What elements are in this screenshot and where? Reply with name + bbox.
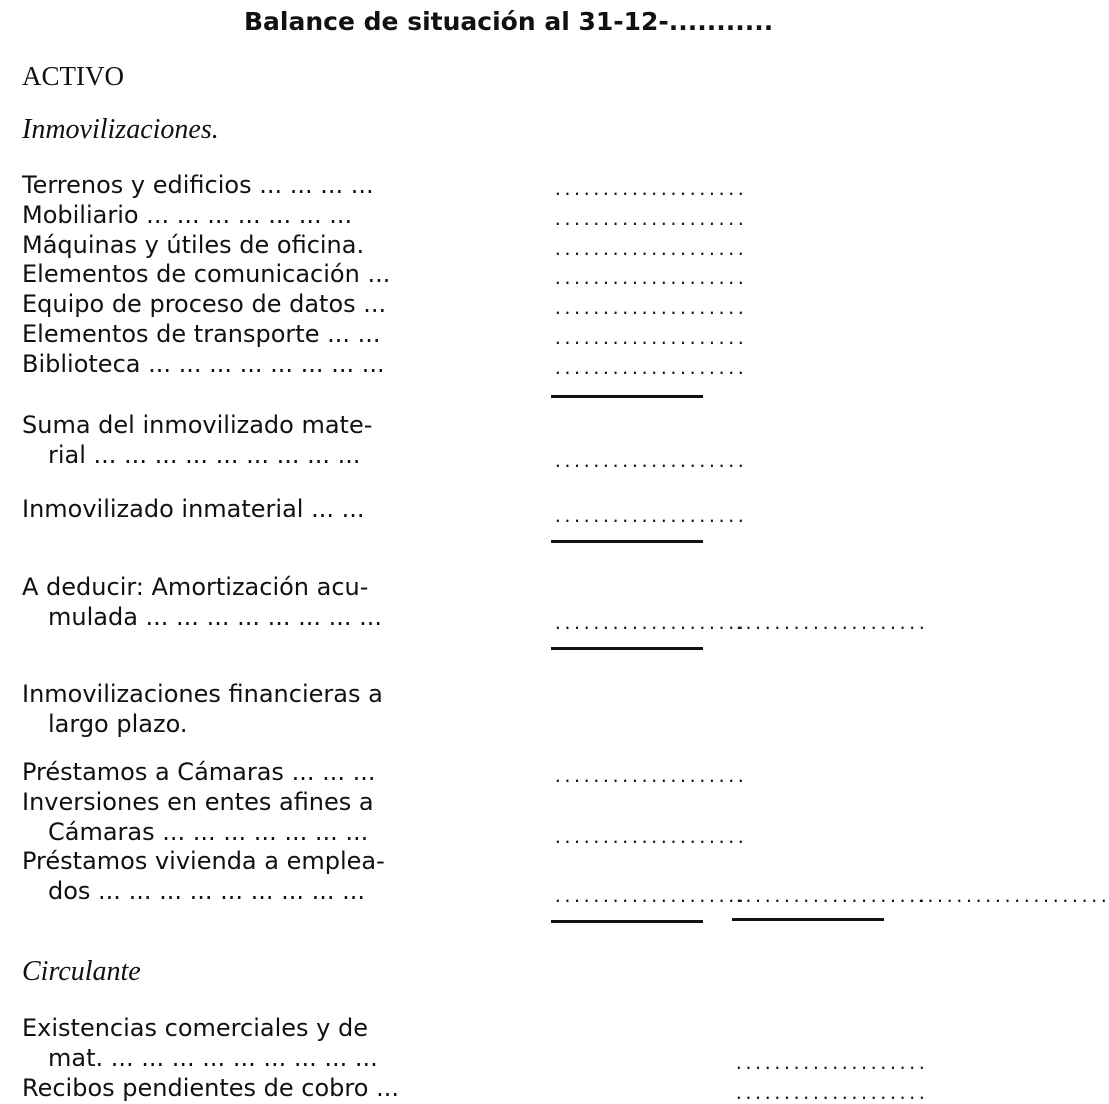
section-inmovilizaciones: Inmovilizaciones.: [22, 114, 219, 145]
row-label: Préstamos vivienda a emplea-: [22, 847, 385, 875]
row-inversiones: [22, 787, 522, 847]
row-label: Suma del inmovilizado mate-: [22, 411, 373, 439]
subtotal-rule: [551, 920, 703, 923]
row-label: Inversiones en entes afines a: [22, 788, 374, 816]
row-label: Inmovilizado inmaterial ... ...: [22, 495, 365, 523]
subtotal-rule: [551, 395, 703, 398]
amount-recibos: ....................: [734, 1084, 927, 1103]
amount-inmovilizado-total: ....................: [916, 887, 1109, 906]
row-label: Préstamos a Cámaras ... ... ...: [22, 758, 376, 786]
row-label-continued: largo plazo.: [48, 710, 188, 738]
row-terrenos: [22, 170, 522, 200]
row-recibos: [22, 1073, 522, 1103]
section-activo: ACTIVO: [22, 61, 124, 91]
document-title: Balance de situación al 31-12-...........: [244, 7, 774, 36]
amount-terrenos: ....................: [553, 180, 746, 199]
row-mobiliario: [22, 200, 522, 230]
amount-existencias: ....................: [734, 1054, 927, 1073]
row-label-continued: mulada ... ... ... ... ... ... ... ...: [48, 603, 383, 631]
amount-inversiones: ....................: [553, 828, 746, 847]
row-label: Existencias comerciales y de: [22, 1014, 368, 1042]
row-label: Máquinas y útiles de oficina.: [22, 231, 365, 259]
row-proceso-datos: [22, 289, 522, 319]
row-transporte: [22, 319, 522, 349]
section-circulante: Circulante: [22, 956, 141, 987]
row-label: A deducir: Amortización acu-: [22, 573, 369, 601]
row-label-continued: rial ... ... ... ... ... ... ... ... ...: [48, 441, 361, 469]
subtotal-rule: [732, 918, 884, 921]
amount-comunicacion: ....................: [553, 269, 746, 288]
amount-prestamos-camaras: ....................: [553, 767, 746, 786]
row-prestamos-camaras: [22, 757, 522, 787]
amount-maquinas: ....................: [553, 240, 746, 259]
amount-amortizacion: ....................: [553, 614, 746, 633]
row-amortizacion: [22, 572, 522, 632]
subtotal-rule: [551, 540, 703, 543]
row-prestamos-vivienda: [22, 846, 522, 906]
row-label: Terrenos y edificios ... ... ... ...: [22, 171, 374, 199]
amount-mobiliario: ....................: [553, 210, 746, 229]
amount-transporte: ....................: [553, 329, 746, 348]
amount-suma-inmovilizado: ....................: [553, 452, 746, 471]
row-label: Equipo de proceso de datos ...: [22, 290, 387, 318]
row-inmaterial: [22, 494, 522, 524]
row-label: Biblioteca ... ... ... ... ... ... ... ...: [22, 350, 385, 378]
row-maquinas: [22, 230, 522, 260]
amount-proceso-datos: ....................: [553, 299, 746, 318]
row-label: Elementos de transporte ... ...: [22, 320, 381, 348]
row-biblioteca: [22, 349, 522, 379]
row-label-continued: mat. ... ... ... ... ... ... ... ... ...: [48, 1044, 378, 1072]
row-label: Mobiliario ... ... ... ... ... ... ...: [22, 201, 353, 229]
row-label-continued: Cámaras ... ... ... ... ... ... ...: [48, 818, 369, 846]
row-label: Recibos pendientes de cobro ...: [22, 1074, 399, 1102]
row-comunicacion: [22, 259, 522, 289]
row-financieras-heading: [22, 679, 522, 739]
amount-inmaterial: ....................: [553, 507, 746, 526]
row-suma-inmovilizado: [22, 410, 522, 470]
amount-amortizacion-total: ....................: [734, 614, 927, 633]
subtotal-rule: [551, 647, 703, 650]
amount-prestamos-vivienda: ....................: [553, 887, 746, 906]
row-label-continued: dos ... ... ... ... ... ... ... ... ...: [48, 877, 366, 905]
amount-biblioteca: ....................: [553, 359, 746, 378]
row-label: Elementos de comunicación ...: [22, 260, 391, 288]
amount-financieras-total: ....................: [734, 887, 927, 906]
row-existencias: [22, 1013, 522, 1073]
row-label: Inmovilizaciones financieras a: [22, 680, 383, 708]
